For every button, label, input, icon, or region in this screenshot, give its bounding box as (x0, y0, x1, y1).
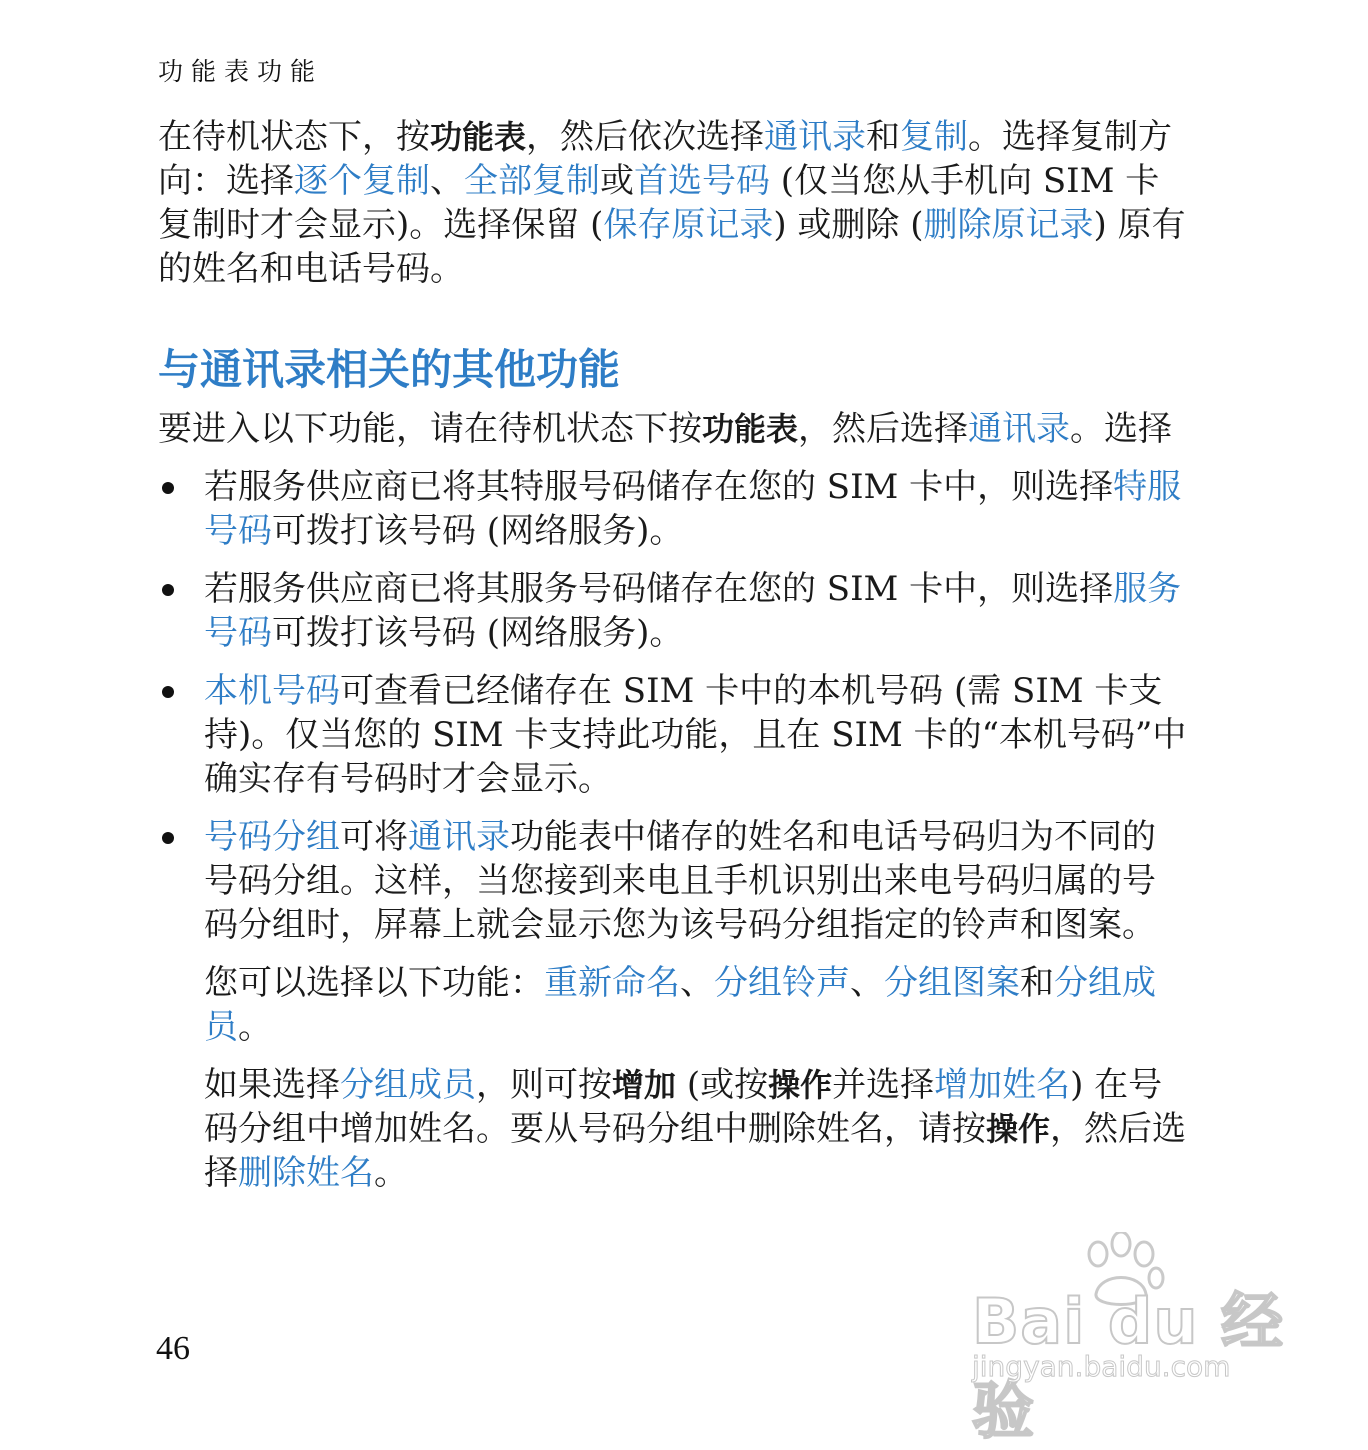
text: 要进入以下功能，请在待机状态下按 (158, 409, 702, 449)
bullet-icon (162, 482, 174, 494)
menu-item-caller-groups: 号码分组 (204, 817, 340, 857)
text: 、 (430, 161, 464, 201)
menu-key-label: 功能表 (430, 118, 527, 156)
options-key-label: 操作 (986, 1110, 1051, 1148)
page-number: 46 (156, 1330, 190, 1367)
option-copy-one: 逐个复制 (294, 161, 430, 201)
text: 并选择 (832, 1065, 935, 1105)
add-key-label: 增加 (612, 1066, 677, 1104)
option-copy-all: 全部复制 (464, 161, 600, 201)
text: 和 (866, 117, 901, 157)
list-item (158, 567, 1188, 655)
text: 如果选择 (204, 1065, 340, 1105)
text: 、 (680, 963, 714, 1003)
text: ) 在号码分组中增加姓名。要从号码分组中删除姓名，请按 (204, 1065, 1163, 1149)
baidu-jingyan-watermark (968, 1232, 1298, 1447)
menu-item-my-number: 本机号码 (204, 671, 340, 711)
menu-item-service-number: 特服号码 (204, 467, 1182, 551)
list-item (158, 669, 1188, 801)
option-delete-original: 删除原记录 (923, 205, 1094, 245)
option-keep-original: 保存原记录 (603, 205, 774, 245)
text: 可查看已经储存在 SIM 卡中的本机号码 (需 SIM 卡支持)。仅当您的 SIM 卡支持此功能，且在 SIM 卡的“本机号码”中确实存有号码时才会显示。 (204, 671, 1187, 799)
menu-item-contacts: 通讯录 (968, 409, 1071, 449)
text: 、 (850, 963, 884, 1003)
section-title: 与通讯录相关的其他功能 (158, 345, 621, 394)
menu-key-label: 功能表 (702, 410, 799, 448)
intro-paragraph (158, 115, 1188, 291)
page-content (158, 115, 1188, 1195)
bullet-icon (162, 686, 174, 698)
text: 。选择复制方向：选择 (158, 117, 1173, 201)
text: 。 (238, 1007, 272, 1047)
text: ，然后选择 (204, 1109, 1187, 1193)
menu-item-service-numbers: 服务号码 (204, 569, 1182, 653)
option-add-name: 增加姓名 (934, 1065, 1071, 1105)
text: 在待机状态下，按 (158, 117, 430, 157)
menu-item-copy: 复制 (900, 117, 969, 157)
group-options-paragraph (158, 961, 1188, 1049)
option-group-members: 分组成员 (204, 963, 1156, 1047)
watermark-url: jingyan.baidu.com (972, 1350, 1231, 1383)
list-item (158, 815, 1188, 947)
text: 可拨打该号码 (网络服务)。 (272, 613, 684, 653)
text: ，然后依次选择 (526, 117, 765, 157)
option-rename: 重新命名 (544, 963, 680, 1003)
text: ，则可按 (476, 1065, 612, 1105)
option-group-members: 分组成员 (340, 1065, 476, 1105)
text: (或按 (676, 1065, 769, 1105)
text: ，然后选择 (798, 409, 969, 449)
bullet-icon (162, 584, 174, 596)
text: ) 原有的姓名和电话号码。 (158, 205, 1186, 289)
list-item (158, 465, 1188, 553)
option-preferred-number: 首选号码 (634, 161, 770, 201)
menu-item-contacts: 通讯录 (408, 817, 510, 857)
page-header: 功能表功能 (158, 57, 324, 86)
text: 功能表中储存的姓名和电话号码归为不同的号码分组。这样，当您接到来电且手机识别出来电号码归属的号码分组时，屏幕上就会显示您为该号码分组指定的铃声和图案。 (204, 817, 1156, 945)
menu-item-contacts: 通讯录 (764, 117, 867, 157)
text: 和 (1020, 963, 1054, 1003)
text: (仅当您从手机向 SIM 卡复制时才会显示)。选择保留 ( (158, 161, 1160, 245)
option-remove-name: 删除姓名 (238, 1153, 374, 1193)
text: 。 (374, 1153, 408, 1193)
section-lead (158, 407, 1188, 451)
text: 可拨打该号码 (网络服务)。 (272, 511, 684, 551)
text: 您可以选择以下功能： (204, 963, 544, 1003)
option-group-logo: 分组图案 (884, 963, 1020, 1003)
option-group-tone: 分组铃声 (714, 963, 850, 1003)
options-key-label: 操作 (768, 1066, 833, 1104)
text: ) 或删除 ( (773, 205, 924, 245)
bullet-icon (162, 832, 174, 844)
text: 若服务供应商已将其特服号码储存在您的 SIM 卡中，则选择 (204, 467, 1114, 507)
text: 若服务供应商已将其服务号码储存在您的 SIM 卡中，则选择 (204, 569, 1114, 609)
text: 或 (600, 161, 634, 201)
watermark-brand: Bai du 经验 (972, 1285, 1285, 1447)
text: 。选择 (1070, 409, 1173, 449)
text: 可将 (340, 817, 408, 857)
group-members-paragraph (158, 1063, 1188, 1195)
